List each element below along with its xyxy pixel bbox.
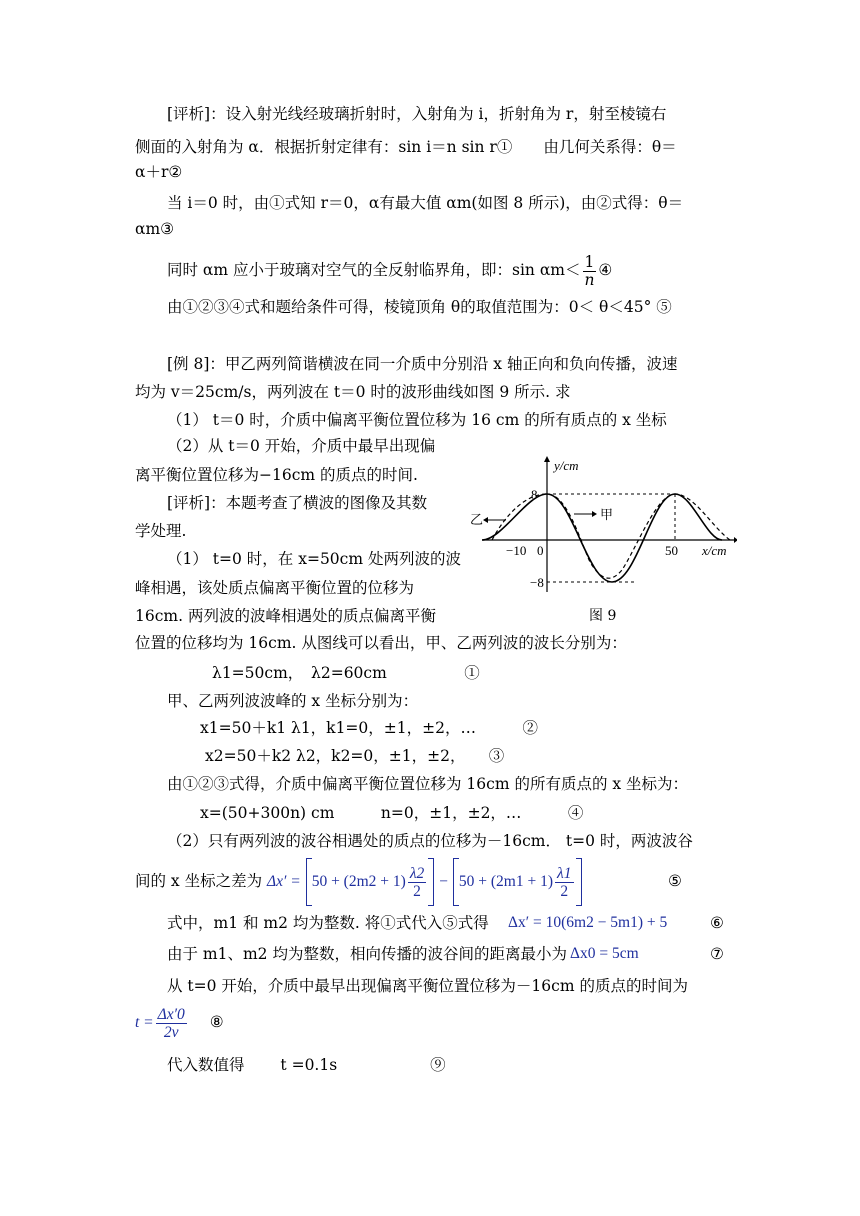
tick-0: 0 — [537, 543, 544, 558]
circle-5: ⑤ — [668, 872, 682, 890]
wavelengths: λ1=50cm， λ2=60cm ① — [212, 664, 480, 682]
circle-6: ⑥ — [710, 914, 724, 932]
tick-50: 50 — [665, 543, 678, 558]
result-intro: 由①②③式得，介质中偏离平衡位置位移为 16cm 的所有质点的 x 坐标为： — [167, 775, 689, 793]
label-jia: 甲 — [600, 508, 614, 523]
analysis-line-6: 同时 αm 应小于玻璃对空气的全反射临界角，即：sin αm＜ $\frac{1}{n}$ ④ — [167, 252, 613, 289]
tick-neg10: −10 — [506, 543, 527, 558]
part1-line-2: 峰相遇，该处质点偏离平衡位置的位移为 — [135, 579, 415, 597]
min-distance-line: 由于 m1、m2 均为整数，相向传播的波谷间的距离最小为 — [167, 945, 567, 963]
part2-line-1: （2）只有两列波的波谷相遇处的质点的位移为－16cm． t=0 时，两波波谷 — [167, 832, 693, 850]
substitution-line: 式中，m1 和 m2 均为整数. 将①式代入⑤式得 — [167, 914, 489, 932]
analysis-line-3: α＋r② — [135, 163, 183, 181]
question-1: （1） t＝0 时，介质中偏离平衡位置位移为 16 cm 的所有质点的 x 坐标 — [167, 411, 667, 429]
analysis-line-2: 侧面的入射角为 α．根据折射定律有：sin i＝n sin r① 由几何关系得：θ＝ — [135, 138, 677, 156]
analysis-heading: [评析]：本题考查了横波的图像及其数 — [167, 494, 428, 512]
analysis-line-4: 当 i＝0 时，由①式知 r＝0，α有最大值 αm(如图 8 所示)，由②式得：θ＝ — [167, 194, 684, 212]
part1-line-1: （1） t=0 时，在 x=50cm 处两列波的波 — [167, 550, 461, 568]
example-8-title: [例 8]：甲乙两列简谐横波在同一介质中分别沿 x 轴正向和负向传播，波速 — [167, 355, 678, 373]
y-axis-label: y/cm — [554, 458, 579, 473]
part1-line-3: 16cm. 两列波的波峰相遇处的质点偏离平衡 — [135, 607, 436, 625]
wave-figure-9 — [462, 452, 737, 602]
min-distance-eq: Δx0 = 5cm — [570, 945, 639, 962]
crest-x1: x1=50＋k1 λ1，k1=0，±1，±2，… ② — [200, 719, 538, 737]
tick-neg8: −8 — [530, 575, 544, 590]
tick-8: 8 — [531, 487, 538, 502]
question-2: （2）从 t＝0 开始，介质中最早出现偏 — [167, 437, 436, 455]
fraction-1-over-n: $\frac{1}{n}$ — [584, 252, 595, 289]
part1-line-4: 位置的位移均为 16cm. 从图线可以看出，甲、乙两列波的波长分别为： — [135, 634, 627, 652]
delta-x-result: Δx′ = 10(6m2 − 5m1) + 5 — [508, 914, 668, 931]
time-line: 从 t=0 开始，介质中最早出现偏离平衡位置位移为－16cm 的质点的时间为 — [167, 977, 688, 995]
wave-yi-curve — [492, 494, 730, 578]
crest-x2: x2=50＋k2 λ2，k2=0，±1，±2， ③ — [205, 747, 505, 765]
question-2-cont: 离平衡位置位移为−16cm 的质点的时间. — [135, 466, 418, 484]
analysis-line-1: [评析]：设入射光线经玻璃折射时，入射角为 i，折射角为 r，射至棱镜右 — [167, 105, 667, 123]
circle-7: ⑦ — [710, 945, 724, 963]
crest-coords-intro: 甲、乙两列波波峰的 x 坐标分别为： — [167, 692, 419, 710]
figure-caption: 图 9 — [589, 608, 617, 624]
example-8-line-2: 均为 v＝25cm/s，两列波在 t＝0 时的波形曲线如图 9 所示. 求 — [135, 383, 571, 401]
analysis-line-5: αm③ — [135, 220, 175, 238]
label-yi: 乙 — [470, 513, 484, 528]
analysis-heading-cont: 学处理. — [135, 522, 187, 540]
analysis-line-7: 由①②③④式和题给条件可得，棱镜顶角 θ的取值范围为：0＜ θ＜45° ⑤ — [167, 298, 672, 316]
result-x: x=(50+300n) cm n=0，±1，±2，… ④ — [200, 804, 584, 822]
final-answer: 代入数值得 t =0.1s ⑨ — [167, 1056, 446, 1074]
time-formula: t = $\frac{\Delta x'0}{2v}$ ⑧ — [135, 1005, 224, 1041]
delta-x-equation: 间的 x 坐标之差为 Δx′ = 50 + (2m2 + 1) $\frac{\lambda 2}{2}$ − 50 + (2m1 + 1) $\frac{\lambda 1}{2}$ — [135, 856, 582, 907]
x-axis-label: x/cm — [702, 543, 727, 558]
